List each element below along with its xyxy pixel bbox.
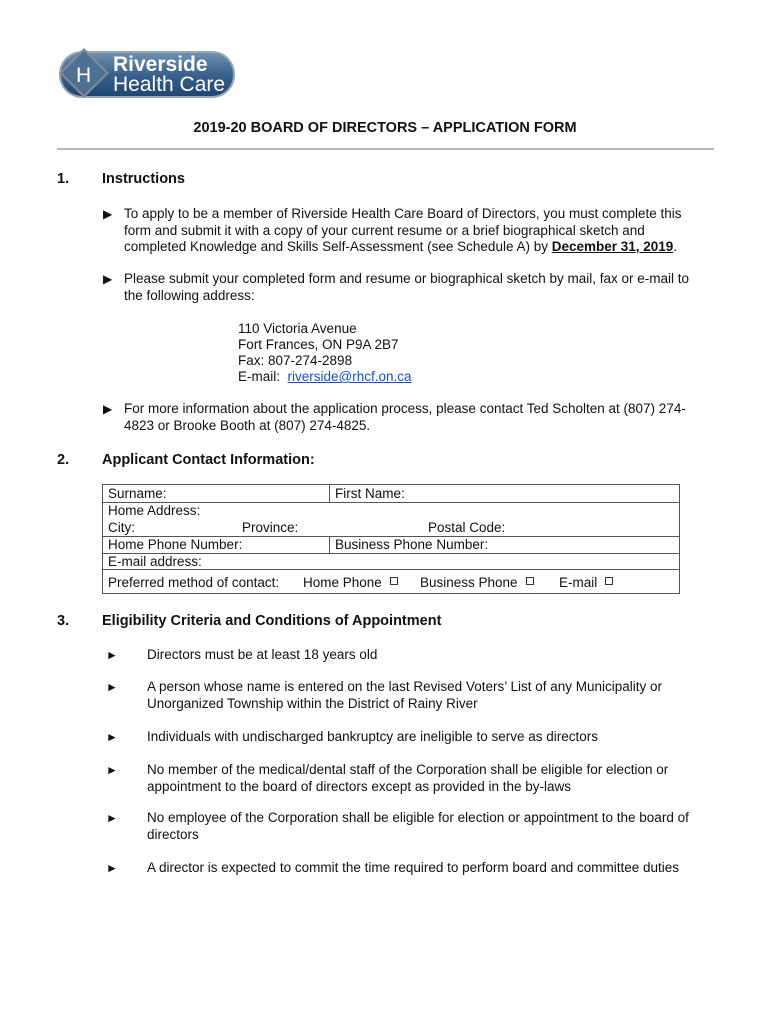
eligibility-item: Directors must be at least 18 years old [147, 647, 378, 662]
logo-line2: Health Care [113, 73, 226, 96]
email-line [238, 368, 412, 385]
instruction-3: For more information about the application process, please contact Ted Scholten at (807) 274-4823 or Brooke Booth at (807) 274-4825. [124, 401, 686, 433]
arrow-icon: ► [106, 680, 118, 694]
home-address-field[interactable]: Home Address: [108, 503, 201, 518]
bullet-icon: ▶ [103, 272, 113, 286]
section-3-title: Eligibility Criteria and Conditions of Appointment [102, 613, 442, 629]
logo-line1: Riverside [113, 53, 208, 76]
eligibility-item: No employee of the Corporation shall be eligible for election or appointment to the board of directors [147, 810, 689, 842]
postal-code-field[interactable]: Postal Code: [428, 520, 506, 535]
business-phone-checkbox[interactable] [526, 577, 534, 585]
first-name-field[interactable]: First Name: [335, 486, 405, 501]
section-3-number: 3. [57, 613, 70, 629]
address-line-2: Fort Frances, ON P9A 2B7 [238, 337, 399, 352]
city-field[interactable]: City: [108, 520, 135, 535]
arrow-icon: ► [106, 811, 118, 825]
instruction-2: Please submit your completed form and resume or biographical sketch by mail, fax or e-mail to the following address: [124, 271, 689, 303]
email-link[interactable]: riverside@rhcf.on.ca [287, 369, 412, 384]
eligibility-item: A person whose name is entered on the last Revised Voters’ List of any Municipality or Unorganized Township within the District of Rainy River [147, 679, 663, 711]
email-checkbox[interactable] [605, 577, 613, 585]
instruction-1-text: To apply to be a member of Riverside Health Care Board of Directors, you must complete this form and submit it with a copy of your current resume or a brief biographical sketch and completed Knowledge and Skills Self-Assessment (see Schedule A) by [124, 206, 682, 254]
address-line-1: 110 Victoria Avenue [238, 321, 357, 336]
logo-letter: H [76, 64, 92, 87]
province-field[interactable]: Province: [242, 520, 299, 535]
bullet-icon: ▶ [103, 402, 113, 416]
eligibility-item: A director is expected to commit the time required to perform board and committee duties [147, 860, 679, 875]
business-phone-option-label: Business Phone [420, 575, 518, 590]
arrow-icon: ► [106, 730, 118, 744]
home-phone-field[interactable]: Home Phone Number: [108, 537, 243, 552]
email-option-label: E-mail [559, 575, 598, 590]
surname-field[interactable]: Surname: [108, 486, 167, 501]
deadline: December 31, 2019 [551, 239, 674, 254]
fax-line: Fax: 807-274-2898 [238, 353, 353, 368]
arrow-icon: ► [106, 763, 118, 777]
business-phone-field[interactable]: Business Phone Number: [335, 537, 489, 552]
bullet-icon: ▶ [103, 207, 113, 221]
section-1-title: Instructions [102, 171, 185, 187]
email-label: E-mail: [238, 369, 281, 384]
title-divider [57, 148, 714, 150]
eligibility-item: No member of the medical/dental staff of the Corporation shall be eligible for election or appointment to the board of directors except as provided in the by-laws [147, 762, 669, 794]
email-address-field[interactable]: E-mail address: [108, 554, 202, 569]
preferred-business-phone-option[interactable] [420, 574, 534, 591]
instruction-1 [124, 206, 709, 256]
form-title: 2019-20 BOARD OF DIRECTORS – APPLICATION FORM [193, 120, 577, 136]
home-phone-option-label: Home Phone [303, 575, 382, 590]
section-2-number: 2. [57, 452, 70, 468]
preferred-home-phone-option[interactable] [303, 574, 398, 591]
preferred-contact-label: Preferred method of contact: [108, 575, 280, 590]
preferred-email-option[interactable] [559, 574, 613, 591]
section-2-title: Applicant Contact Information: [102, 452, 315, 468]
home-phone-checkbox[interactable] [390, 577, 398, 585]
instruction-1-end: . [673, 239, 678, 254]
contact-info-table [102, 484, 680, 594]
riverside-health-care-logo [57, 44, 239, 102]
arrow-icon: ► [106, 861, 118, 875]
arrow-icon: ► [106, 648, 118, 662]
section-1-number: 1. [57, 171, 70, 187]
eligibility-item: Individuals with undischarged bankruptcy are ineligible to serve as directors [147, 729, 598, 744]
